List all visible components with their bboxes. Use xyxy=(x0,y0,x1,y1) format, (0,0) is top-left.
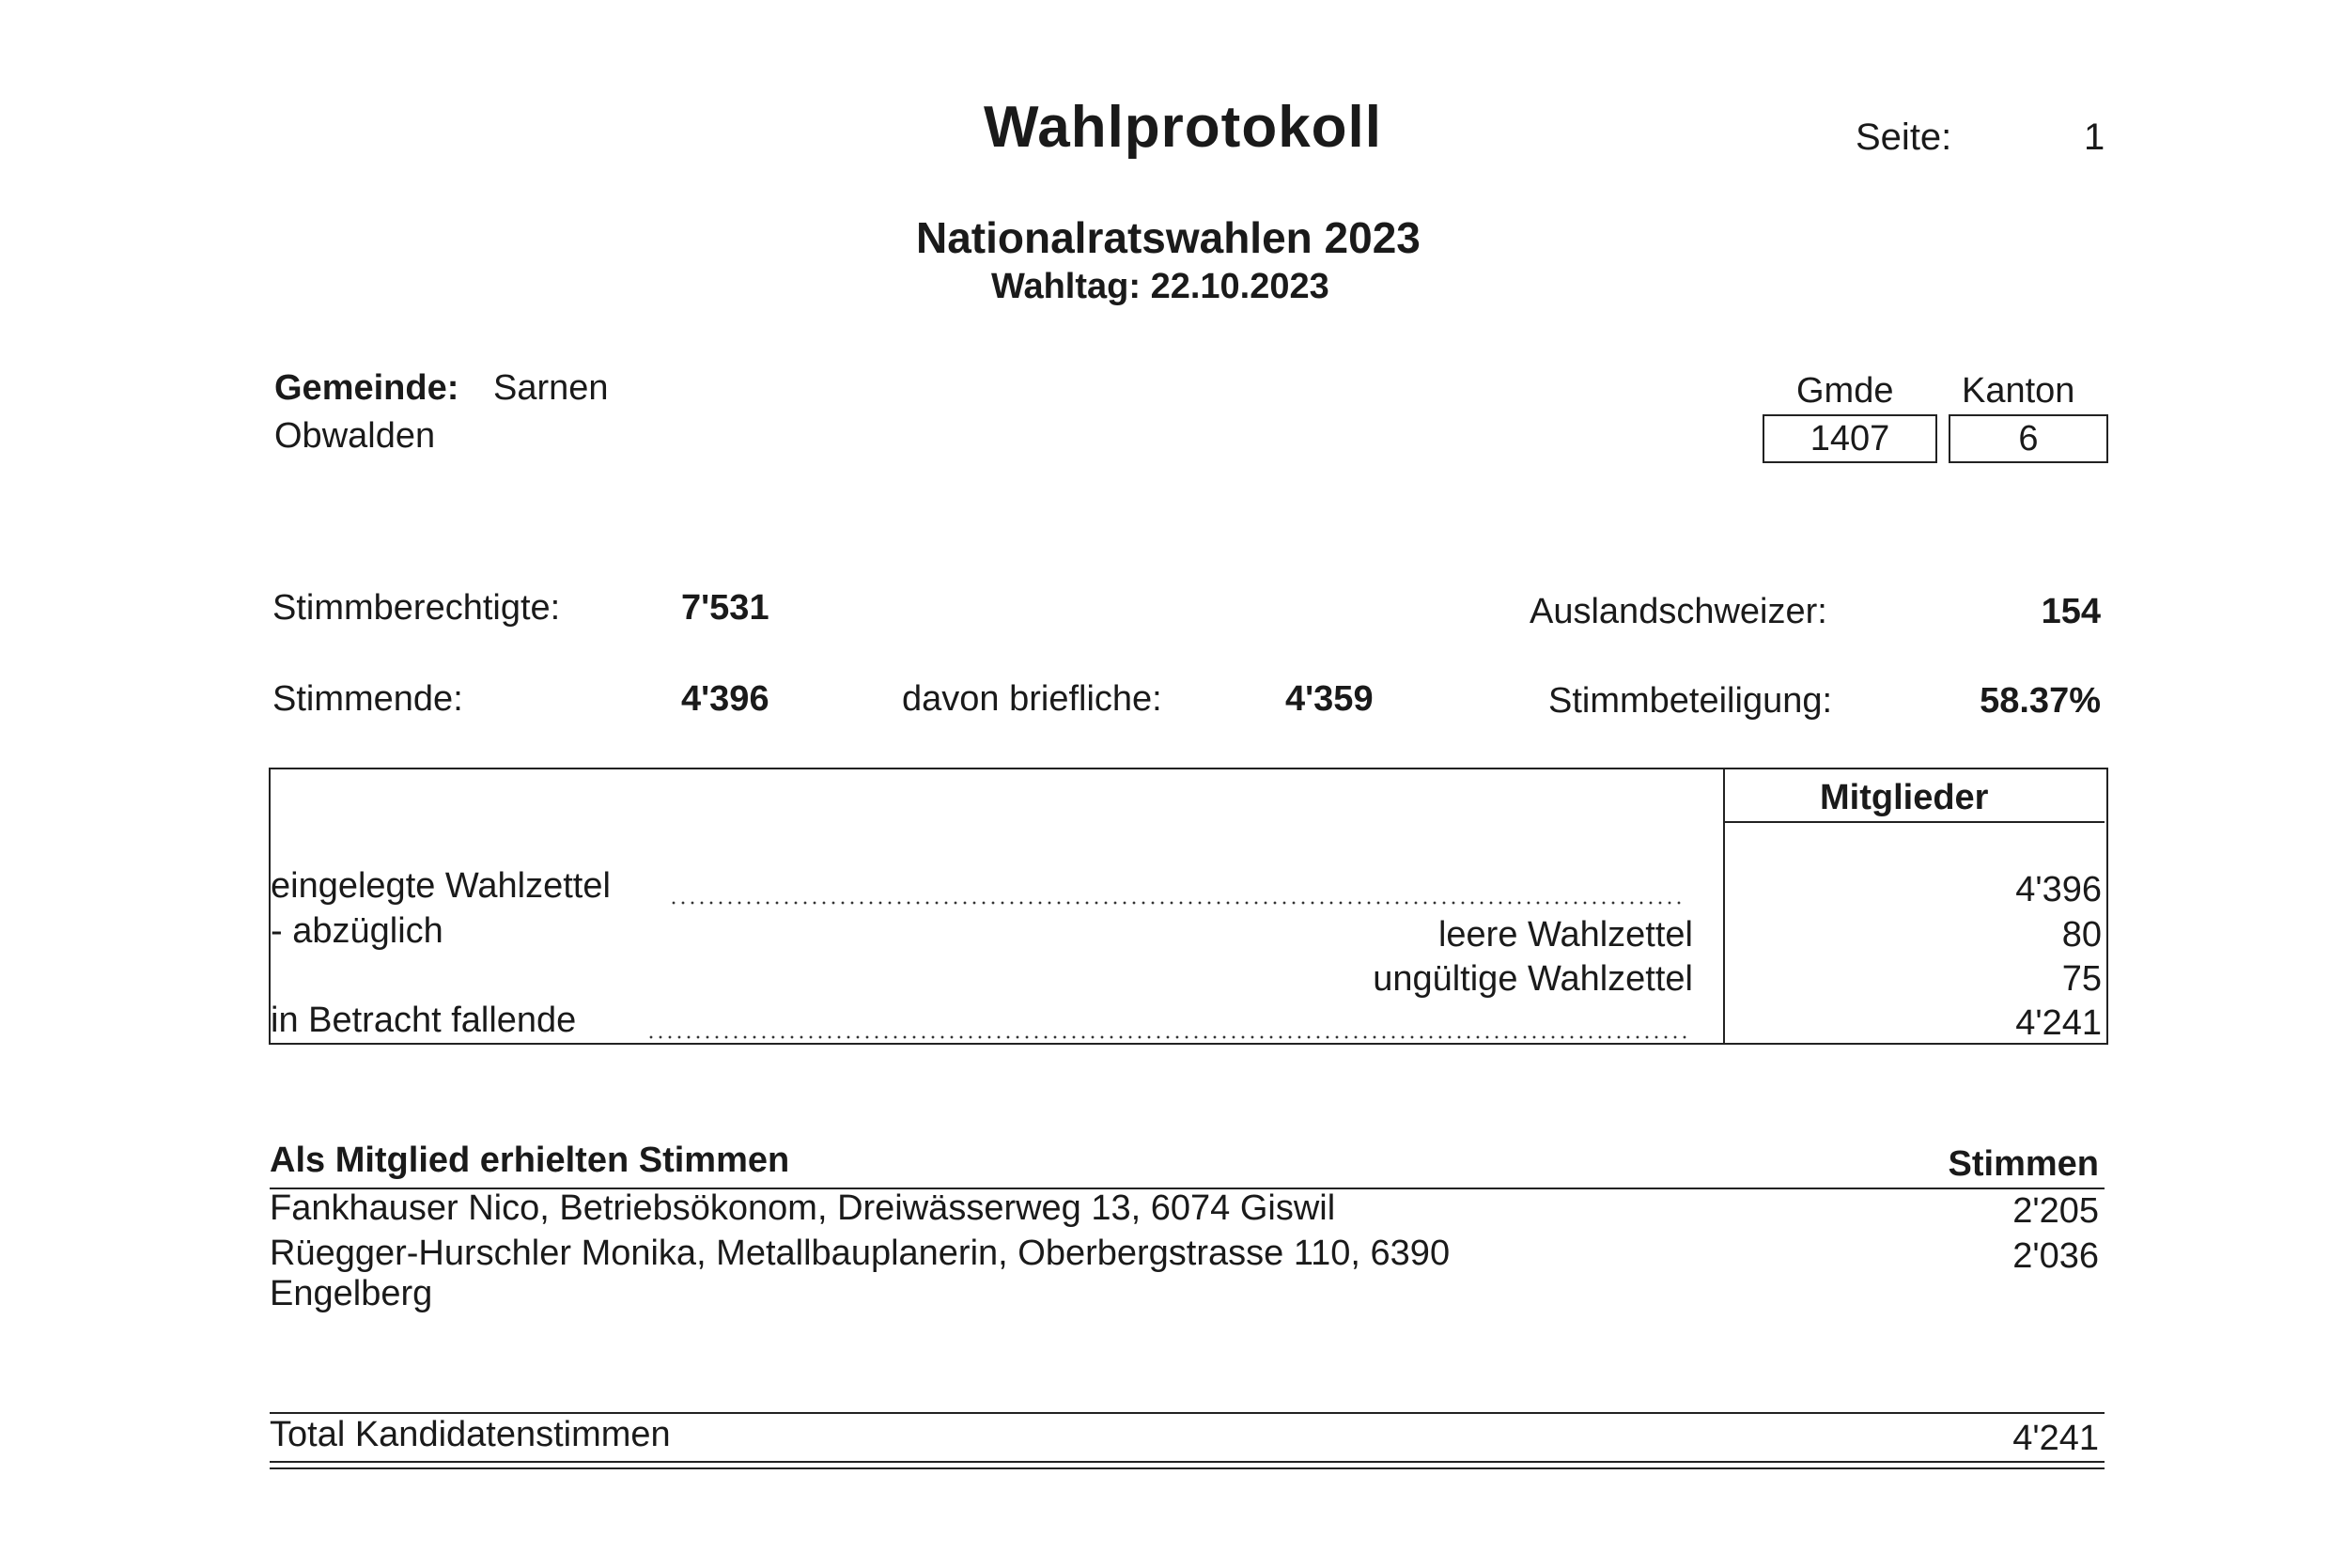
inserted-ballots-leader xyxy=(669,901,1684,905)
candidate-2-votes: 2'036 xyxy=(2012,1236,2099,1276)
gmde-label: Gmde xyxy=(1796,371,1894,411)
valid-ballots-leader xyxy=(646,1035,1689,1039)
page-number: 1 xyxy=(2084,116,2105,158)
results-column-divider xyxy=(1723,768,1725,1045)
blank-ballots-label: leere Wahlzettel xyxy=(1437,915,1693,955)
candidates-section-title: Als Mitglied erhielten Stimmen xyxy=(270,1141,790,1180)
voters-label: Stimmende: xyxy=(272,679,463,719)
turnout-value: 58.37% xyxy=(1980,681,2101,721)
invalid-ballots-label: ungültige Wahlzettel xyxy=(1373,959,1693,999)
total-top-rule xyxy=(270,1412,2105,1414)
postal-voters-label: davon briefliche: xyxy=(902,679,1162,719)
blank-ballots-value: 80 xyxy=(2061,915,2102,955)
page-label: Seite: xyxy=(1856,116,1952,158)
eligible-voters-label: Stimmberechtigte: xyxy=(272,588,561,628)
invalid-ballots-value: 75 xyxy=(2061,959,2102,999)
candidate-2-line-1: Rüegger-Hurschler Monika, Metallbauplanerin, Oberbergstrasse 110, 6390 xyxy=(270,1234,1451,1273)
document-title: Wahlprotokoll xyxy=(984,95,1382,160)
members-header-rule xyxy=(1725,821,2105,823)
election-day: Wahltag: 22.10.2023 xyxy=(991,267,1329,306)
eligible-voters-value: 7'531 xyxy=(681,588,769,628)
election-title: Nationalratswahlen 2023 xyxy=(916,213,1421,262)
turnout-label: Stimmbeteiligung: xyxy=(1548,681,1833,721)
canton-name: Obwalden xyxy=(274,416,436,456)
inserted-ballots-label: eingelegte Wahlzettel xyxy=(271,866,611,906)
gmde-code-box: 1407 xyxy=(1763,414,1937,463)
votes-column-header: Stimmen xyxy=(1948,1144,2099,1184)
postal-voters-value: 4'359 xyxy=(1285,679,1374,719)
members-column-header: Mitglieder xyxy=(1820,778,1989,817)
candidate-1-line-1: Fankhauser Nico, Betriebsökonom, Dreiwässerweg 13, 6074 Giswil xyxy=(270,1188,1336,1228)
swiss-abroad-value: 154 xyxy=(2041,592,2101,631)
candidate-2-line-2: Engelberg xyxy=(270,1274,433,1313)
valid-ballots-value: 4'241 xyxy=(2015,1003,2102,1043)
municipality-name: Sarnen xyxy=(493,368,609,408)
total-double-rule-upper xyxy=(270,1461,2105,1463)
valid-ballots-label: in Betracht fallende xyxy=(271,1001,577,1040)
inserted-ballots-value: 4'396 xyxy=(2015,870,2102,909)
voters-value: 4'396 xyxy=(681,679,769,719)
total-candidate-votes-value: 4'241 xyxy=(2012,1419,2099,1458)
kanton-label: Kanton xyxy=(1962,371,2075,411)
municipality-label: Gemeinde: xyxy=(274,368,459,408)
kanton-code-box: 6 xyxy=(1949,414,2108,463)
swiss-abroad-label: Auslandschweizer: xyxy=(1530,592,1827,631)
deduction-label: - abzüglich xyxy=(271,911,443,951)
candidate-1-votes: 2'205 xyxy=(2012,1191,2099,1231)
total-candidate-votes-label: Total Kandidatenstimmen xyxy=(270,1415,671,1454)
total-double-rule-lower xyxy=(270,1467,2105,1469)
